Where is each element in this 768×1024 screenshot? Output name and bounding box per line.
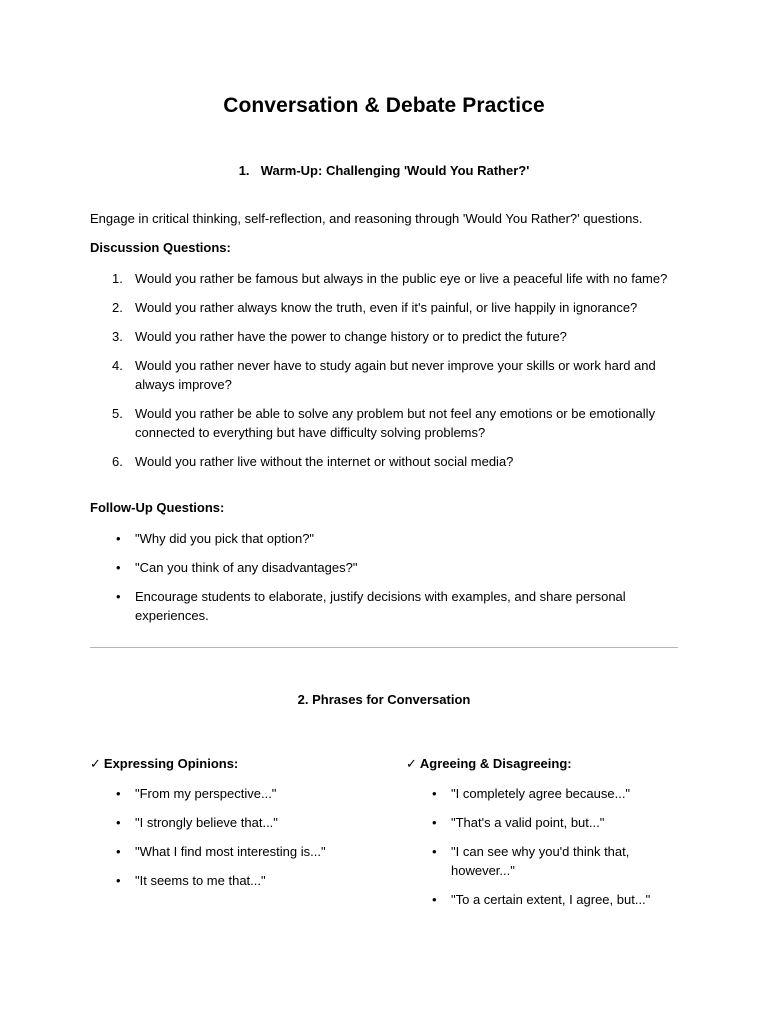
phrase-text: "What I find most interesting is...": [135, 844, 326, 859]
follow-up-text: Encourage students to elaborate, justify decisions with examples, and share personal experiences.: [135, 589, 626, 623]
bullet-icon: •: [432, 844, 437, 859]
question-text: Would you rather never have to study again but never improve your skills or work hard and always improve?: [135, 358, 656, 392]
agreeing-disagreeing-list: [406, 784, 676, 909]
phrase-item: [406, 842, 651, 880]
question-item: [90, 404, 680, 442]
column-title-text: Expressing Opinions:: [103, 756, 239, 771]
phrase-item: [406, 784, 651, 803]
phrase-text: "I can see why you'd think that, however...": [451, 844, 630, 878]
section-1-heading: [0, 163, 768, 178]
check-icon: ✓: [90, 756, 101, 771]
expressing-opinions-column: [90, 754, 360, 900]
question-text: Would you rather have the power to change history or to predict the future?: [135, 329, 567, 344]
follow-up-questions-label: Follow-Up Questions:: [90, 500, 225, 515]
discussion-questions-label: Discussion Questions:: [90, 240, 231, 255]
phrase-text: "It seems to me that...": [135, 873, 266, 888]
section-divider: [90, 647, 678, 648]
document-title: Conversation & Debate Practice: [223, 94, 545, 117]
phrase-item: [406, 813, 651, 832]
question-item: [90, 356, 680, 394]
bullet-icon: •: [432, 892, 437, 907]
bullet-icon: •: [432, 815, 437, 830]
follow-up-text: "Why did you pick that option?": [135, 531, 315, 546]
phrase-item: [90, 871, 360, 890]
question-text: Would you rather live without the internet or without social media?: [135, 454, 514, 469]
question-number: 5.: [112, 406, 123, 421]
question-item: [90, 269, 680, 288]
bullet-icon: •: [116, 844, 121, 859]
section-2-heading: 2. Phrases for Conversation: [297, 692, 471, 707]
phrase-text: "I completely agree because...": [451, 786, 631, 801]
follow-up-item: [90, 587, 680, 625]
follow-up-questions-list: [90, 529, 680, 635]
phrase-item: [90, 813, 360, 832]
bullet-icon: •: [116, 589, 121, 604]
phrase-item: [90, 784, 360, 803]
follow-up-item: [90, 558, 680, 577]
question-item: [90, 452, 680, 471]
bullet-icon: •: [116, 560, 121, 575]
question-text: Would you rather always know the truth, even if it's painful, or live happily in ignorance?: [135, 300, 638, 315]
expressing-opinions-list: [90, 784, 360, 890]
agreeing-disagreeing-column: [406, 754, 676, 919]
follow-up-item: [90, 529, 680, 548]
bullet-icon: •: [116, 815, 121, 830]
bullet-icon: •: [432, 786, 437, 801]
bullet-icon: •: [116, 531, 121, 546]
agreeing-disagreeing-title: [406, 754, 676, 773]
question-number: 6.: [112, 454, 123, 469]
section-1-title: Warm-Up: Challenging 'Would You Rather?': [260, 163, 530, 178]
bullet-icon: •: [116, 786, 121, 801]
phrase-text: "From my perspective...": [135, 786, 277, 801]
question-number: 1.: [112, 271, 123, 286]
section-1-number: 1.: [238, 163, 250, 178]
section-1-intro: Engage in critical thinking, self-reflection, and reasoning through 'Would You Rather?' questions.: [90, 211, 643, 226]
phrase-text: "To a certain extent, I agree, but...": [451, 892, 651, 907]
phrase-item: [90, 842, 360, 861]
phrase-text: "I strongly believe that...": [135, 815, 278, 830]
phrase-item: [406, 890, 651, 909]
phrase-text: "That's a valid point, but...": [451, 815, 605, 830]
discussion-questions-list: [90, 269, 680, 481]
question-text: Would you rather be famous but always in the public eye or live a peaceful life with no fame?: [135, 271, 668, 286]
question-number: 4.: [112, 358, 123, 373]
follow-up-text: "Can you think of any disadvantages?": [135, 560, 358, 575]
check-icon: ✓: [406, 756, 417, 771]
question-item: [90, 327, 680, 346]
bullet-icon: •: [116, 873, 121, 888]
question-number: 2.: [112, 300, 123, 315]
question-text: Would you rather be able to solve any problem but not feel any emotions or be emotionally connected to everything but have difficulty solving problems?: [135, 406, 656, 440]
column-title-text: Agreeing & Disagreeing:: [419, 756, 572, 771]
expressing-opinions-title: [90, 754, 360, 773]
question-number: 3.: [112, 329, 123, 344]
question-item: [90, 298, 680, 317]
